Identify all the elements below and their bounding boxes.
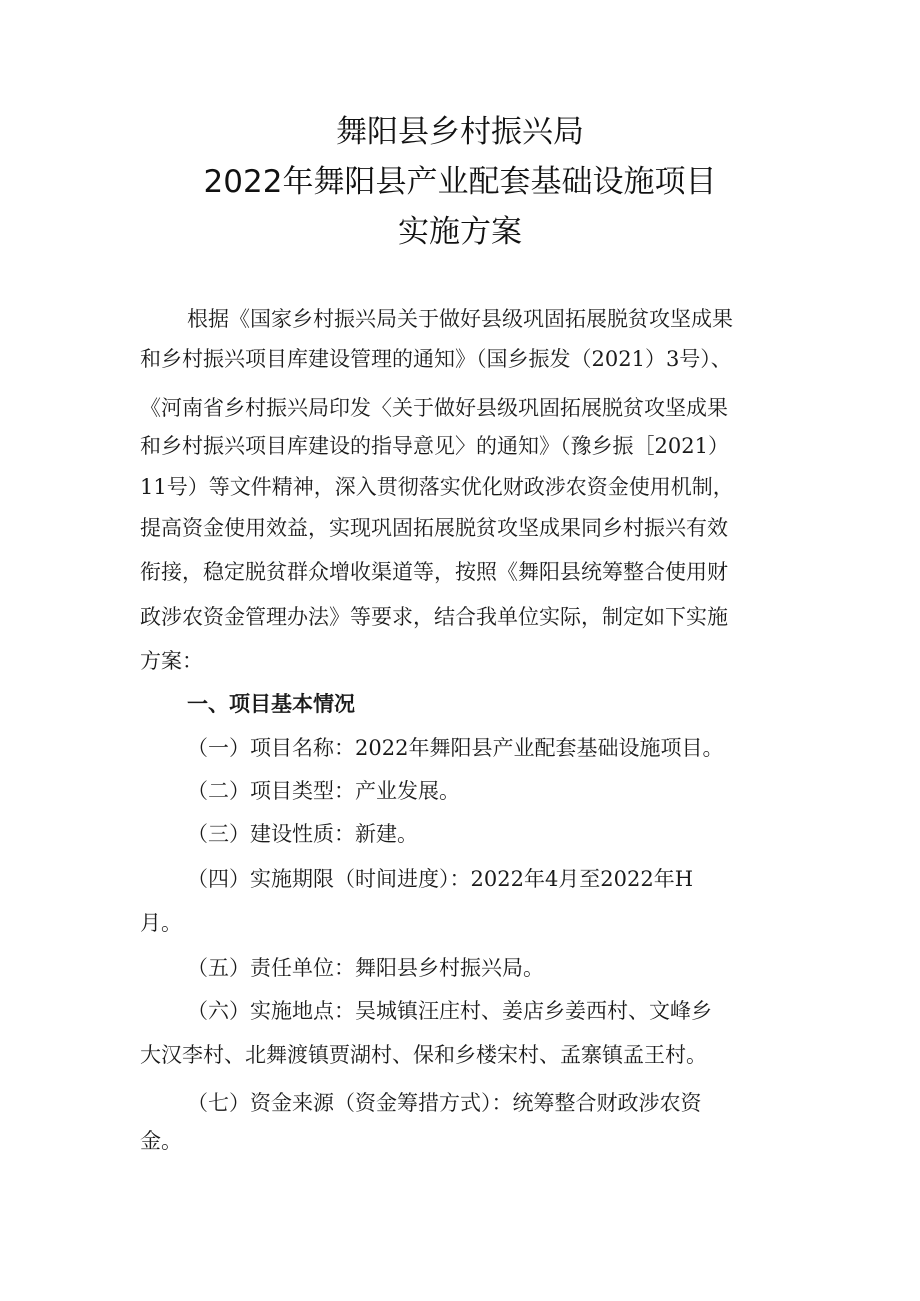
doc-title-plan: 实施方案 bbox=[398, 214, 522, 250]
intro-line: 11号）等文件精神，深入贯彻落实优化财政涉农资金使用机制， bbox=[140, 475, 734, 499]
intro-line: 衔接，稳定脱贫群众增收渠道等，按照《舞阳县统筹整合使用财 bbox=[140, 560, 728, 584]
doc-title-project: 2022年舞阳县产业配套基础设施项目 bbox=[203, 164, 717, 200]
intro-line: 提高资金使用效益，实现巩固拓展脱贫攻坚成果同乡村振兴有效 bbox=[140, 516, 728, 540]
intro-line: 根据《国家乡村振兴局关于做好县级巩固拓展脱贫攻坚成果 bbox=[187, 307, 733, 331]
intro-line: 和乡村振兴项目库建设的指导意见〉的通知》（豫乡振［2021） bbox=[140, 434, 729, 458]
item-responsible-unit: （五）责任单位：舞阳县乡村振兴局。 bbox=[187, 956, 544, 980]
item-construction-nature: （三）建设性质：新建。 bbox=[187, 822, 418, 846]
item-implementation-period: （四）实施期限（时间进度）：2022年4月至2022年H bbox=[187, 867, 694, 891]
section-heading: 一、项目基本情况 bbox=[187, 692, 355, 716]
item-funding-source: （七）资金来源（资金筹措方式）：统筹整合财政涉农资 bbox=[187, 1091, 702, 1115]
item-location-cont: 大汉李村、北舞渡镇贾湖村、保和乡楼宋村、孟寨镇孟王村。 bbox=[140, 1043, 707, 1067]
item-project-name: （一）项目名称：2022年舞阳县产业配套基础设施项目。 bbox=[187, 736, 724, 760]
item-project-type: （二）项目类型：产业发展。 bbox=[187, 779, 460, 803]
doc-title-org: 舞阳县乡村振兴局 bbox=[336, 114, 584, 150]
item-funding-source-cont: 金。 bbox=[140, 1129, 182, 1153]
intro-line: 方案： bbox=[140, 649, 203, 673]
intro-line: 政涉农资金管理办法》等要求，结合我单位实际，制定如下实施 bbox=[140, 605, 728, 629]
intro-line: 和乡村振兴项目库建设管理的通知》（国乡振发（2021）3号）、 bbox=[140, 347, 732, 371]
item-implementation-period-cont: 月。 bbox=[140, 911, 182, 935]
item-location: （六）实施地点：吴城镇汪庄村、姜店乡姜西村、文峰乡 bbox=[187, 999, 712, 1023]
intro-line: 《河南省乡村振兴局印发〈关于做好县级巩固拓展脱贫攻坚成果 bbox=[140, 396, 728, 420]
